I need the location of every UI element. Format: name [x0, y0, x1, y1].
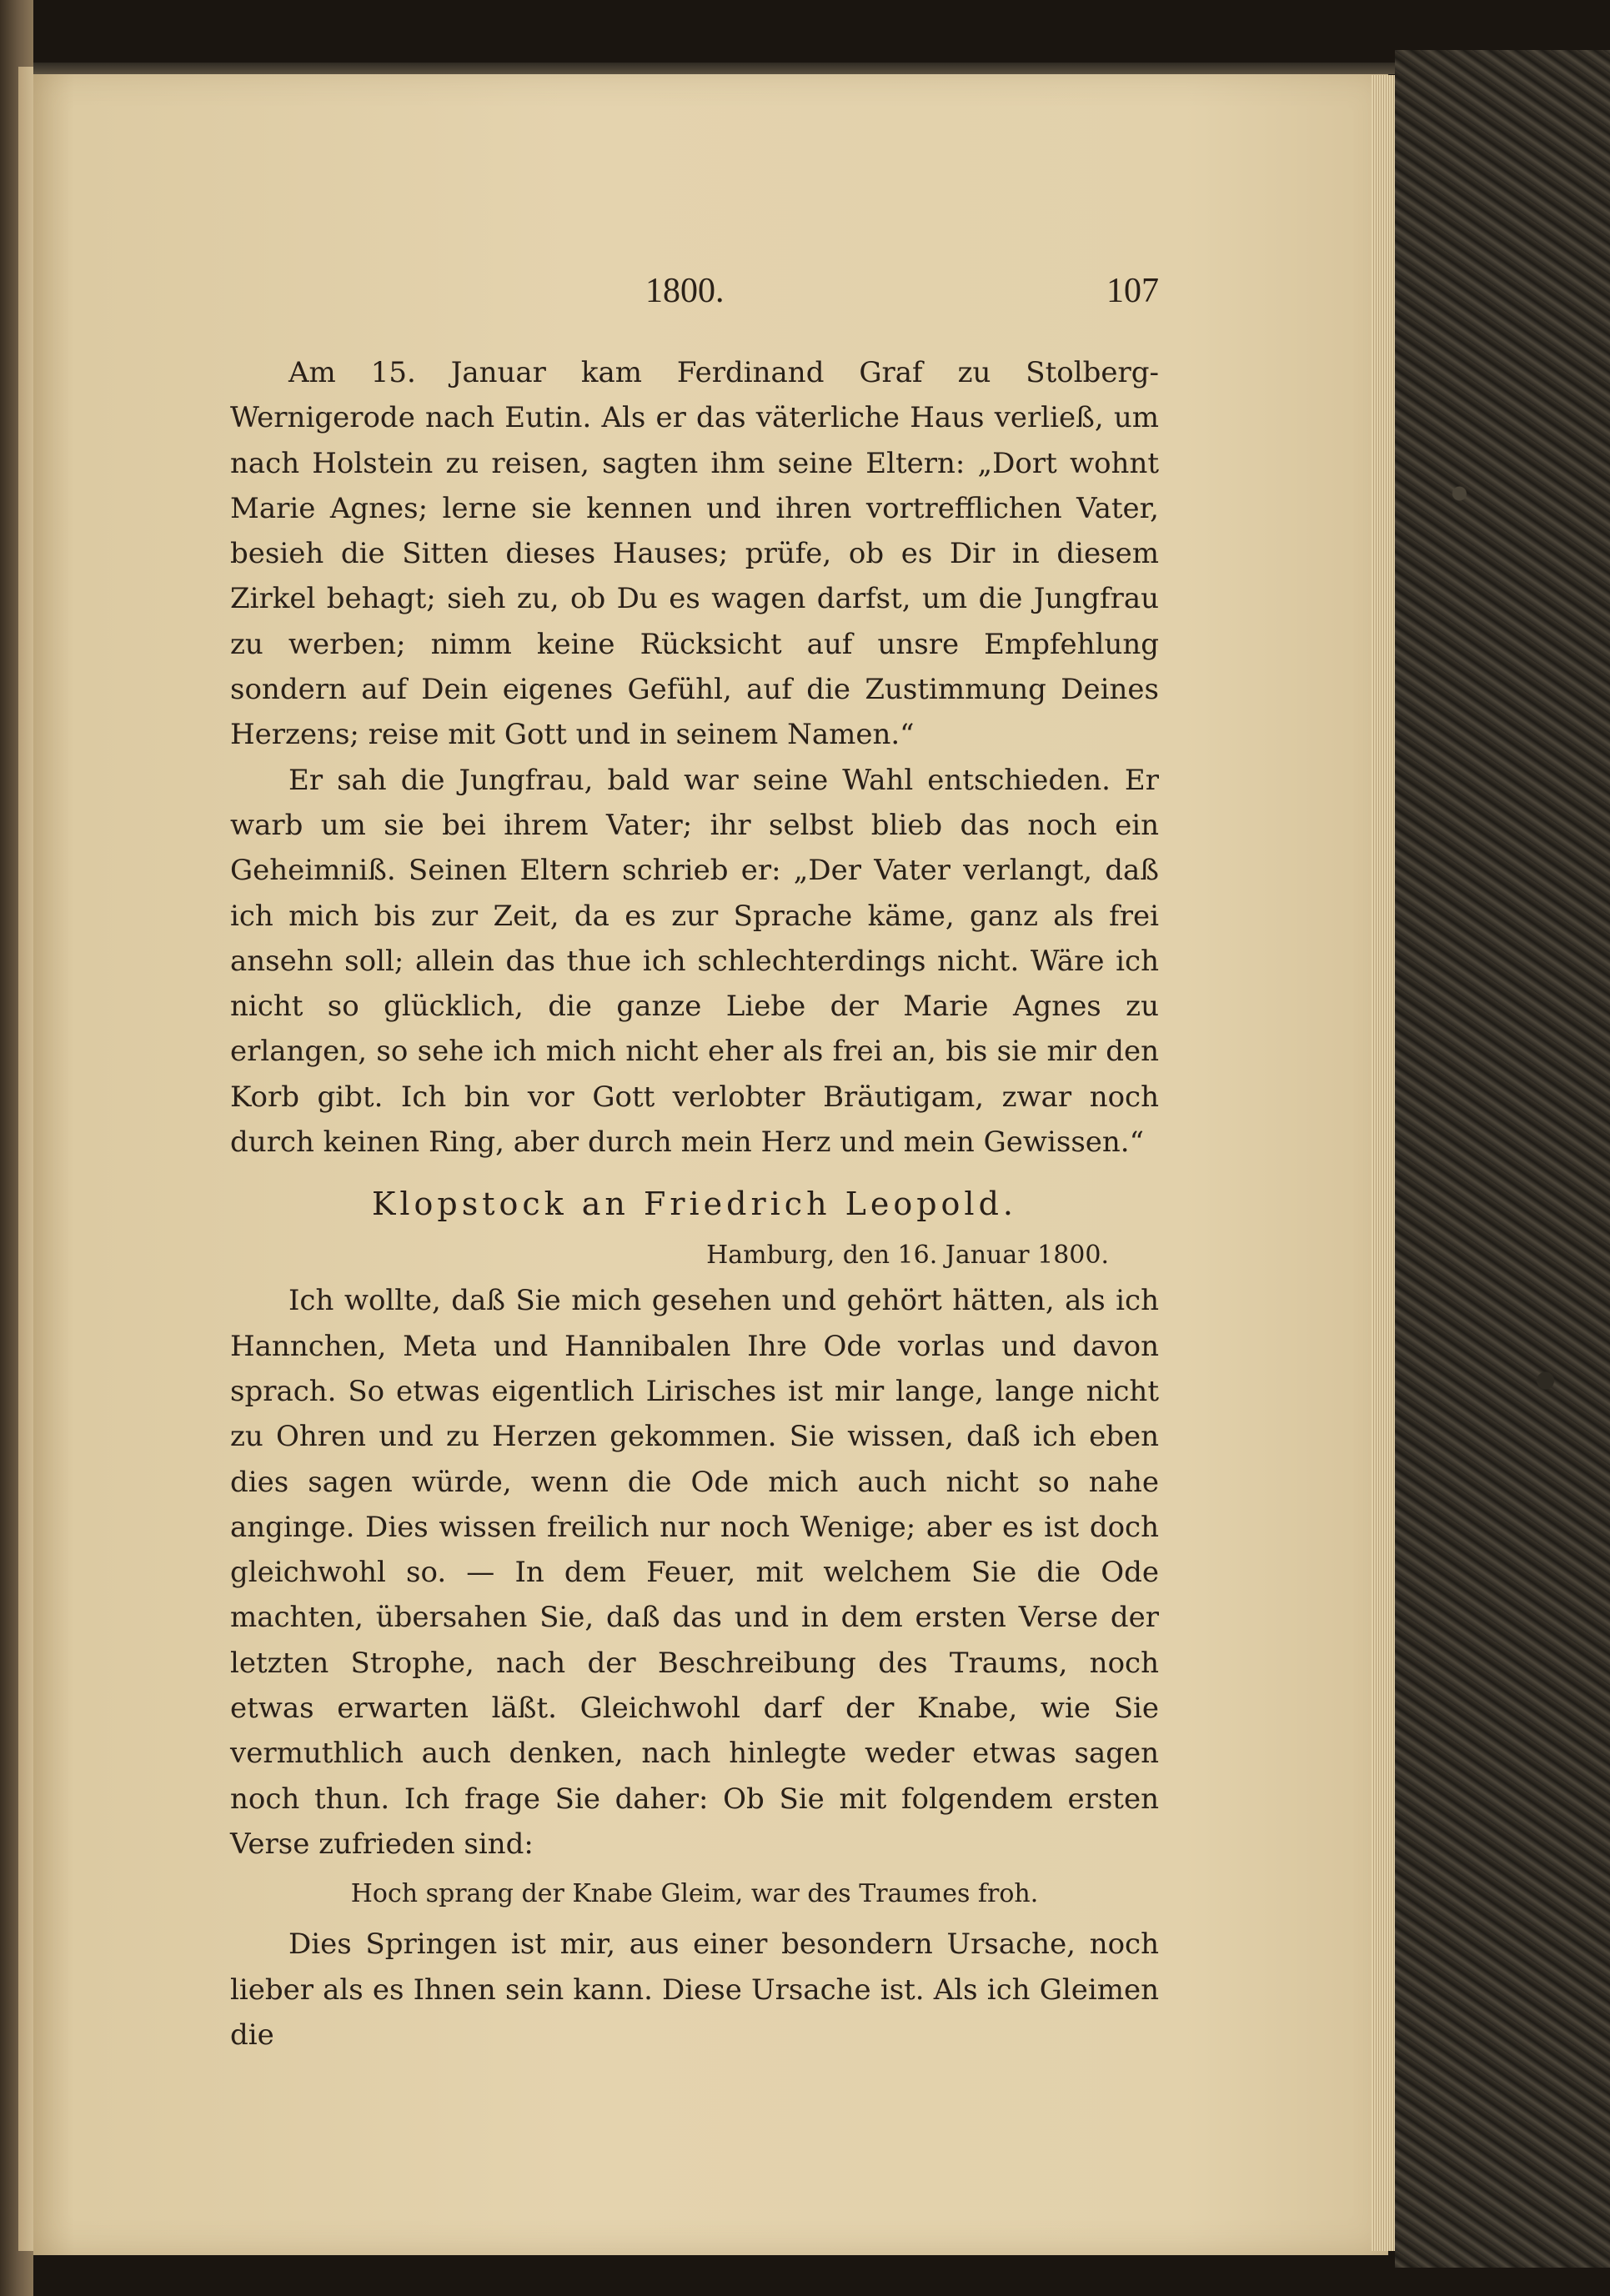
paragraph-1: Am 15. Januar kam Ferdinand Graf zu Stolberg-Wernigerode nach Eutin. Als er das väterliche Haus verließ, um nach Holstein zu reisen, sagten ihm seine Eltern: „Dort wohnt Marie Agnes; lerne sie kennen und ihren vortrefflichen Vater, besieh die Sitten dieses Hauses; prüfe, ob es Dir in diesem Zirkel behagt; sieh zu, ob Du es wagen darfst, um die Jungfrau zu werben; nimm keine Rücksicht auf unsre Empfehlung sondern auf Dein eigenes Gefühl, auf die Zustimmung Deines Herzens; reise mit Gott und in seinem Namen.“: [230, 356, 1159, 752]
paragraph-4: Dies Springen ist mir, aus einer besondern Ursache, noch lieber als es Ihnen sein kann. Diese Ursache ist. Als ich Gleimen die: [230, 1928, 1159, 2052]
page-stack-edges: [1372, 75, 1395, 2251]
verse-quote: Hoch sprang der Knabe Gleim, war des Traumes froh.: [350, 1879, 1039, 1909]
letter-dateline: Hamburg, den 16. Januar 1800.: [706, 1241, 1109, 1271]
paragraph-2: Er sah die Jungfrau, bald war seine Wahl entschieden. Er warb um sie bei ihrem Vater; ihr selbst blieb das noch ein Geheimniß. Seinen Eltern schrieb er: „Der Vater verlangt, daß ich mich bis zur Zeit, da es zur Sprache käme, ganz als frei ansehn soll; allein das thue ich schlechterdings nicht. Wäre ich nicht so glücklich, die ganze Liebe der Marie Agnes zu erlangen, so sehe ich mich nicht eher als frei an, bis sie mir den Korb gibt. Ich bin vor Gott verlobter Bräutigam, zwar noch durch keinen Ring, aber durch mein Herz und mein Gewissen.“: [230, 763, 1159, 1160]
marbled-cover-right: [1395, 50, 1610, 2268]
paragraph-3: Ich wollte, daß Sie mich gesehen und gehört hätten, als ich Hannchen, Meta und Hannibalen Ihre Ode vorlas und davon sprach. So etwas eigentlich Lirisches ist mir lange, lange nicht zu Ohren und zu Herzen gekommen. Sie wissen, daß ich eben dies sagen würde, wenn die Ode mich auch nicht so nahe anginge. Dies wissen freilich nur noch Wenige; aber es ist doch gleichwohl so. — In dem Feuer, mit welchem Sie die Ode machten, übersahen Sie, daß das und in dem ersten Verse der letzten Strophe, nach der Beschreibung des Traums, noch etwas erwarten läßt. Gleichwohl darf der Knabe, wie Sie vermuthlich auch denken, nach hinlegte weder etwas sagen noch thun. Ich frage Sie daher: Ob Sie mit folgendem ersten Verse zufrieden sind:: [230, 1284, 1159, 1861]
running-header: [230, 271, 1159, 321]
page-number: 107: [1106, 272, 1159, 310]
header-year: 1800.: [645, 272, 725, 310]
section-heading: Klopstock an Friedrich Leopold.: [371, 1186, 1017, 1223]
page-text: [230, 350, 1159, 2058]
book-binding-top: [33, 63, 1401, 74]
